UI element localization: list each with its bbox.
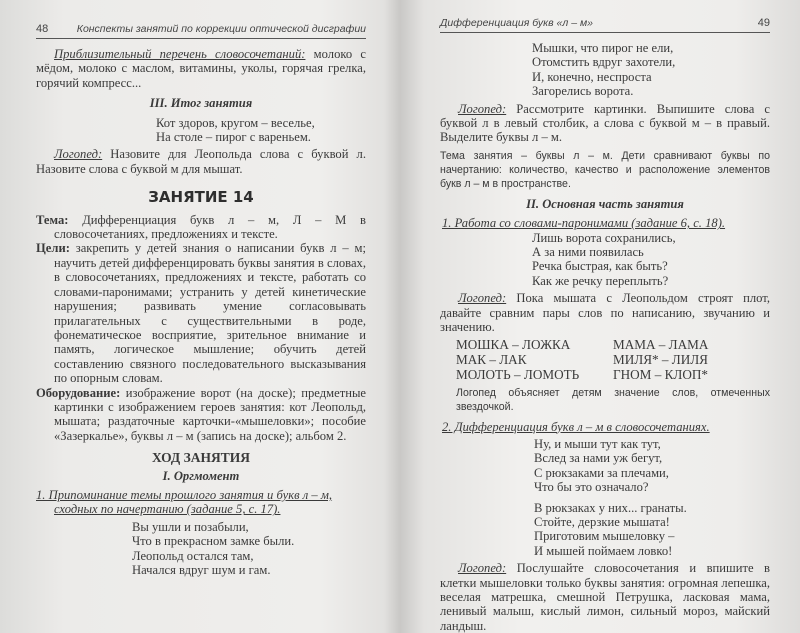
- logoped-paragraph: Логопед: Послушайте словосочетания и впишите в клетки мышеловки только буквы занятия: огромная лепешка, веселая матрешка, смешной Петрушка, ласковая мама, ленивый малыш, кислый лимон, сильный мороз, майский ландыш.: [440, 561, 770, 633]
- word-pair: МОШКА – ЛОЖКА: [456, 336, 571, 352]
- poem: Лишь ворота сохранились, А за ними появилась Речка быстрая, как быть? Как же речку переплыть?: [532, 230, 676, 288]
- equipment-paragraph: Оборудование: изображение ворот (на доске); предметные картинки с изображением героев занятия: кот Леопольд, мышата; раздаточные карточки-«мышеловки»; пособие «Зазеркалье», буквы л – м (запись на доске); альбом 2.: [36, 385, 366, 443]
- poem: В рюкзаках у них... гранаты. Стойте, дерзкие мышата! Приготовим мышеловку – И мышей поймаем ловко!: [534, 500, 687, 558]
- running-header: Дифференциация букв «л – м»: [440, 17, 593, 29]
- page-number: 48: [36, 23, 49, 35]
- theme-paragraph: Тема: Дифференциация букв л – м, Л – М в словосочетаниях, предложениях и тексте.: [36, 212, 366, 242]
- lesson-title: ЗАНЯТИЕ 14: [148, 188, 254, 207]
- word-pair: МИЛЯ* – ЛИЛЯ: [613, 351, 708, 367]
- task-heading: 1. Работа со словами-паронимами (задание 6, с. 18).: [442, 216, 726, 231]
- task-heading: 1. Припоминание темы прошлого занятия и букв л – м, сходных по начертанию (задание 5, с. 17).: [36, 487, 333, 517]
- note: Тема занятия – буквы л – м. Дети сравнивают буквы по начертанию: количество, качество и расположение элементов букв л – м в пространстве.: [440, 149, 770, 190]
- intro-paragraph: Приблизительный перечень словосочетаний: молоко с мёдом, молоко с маслом, витамины, уколы, горячая грелка, горячий компресс...: [36, 47, 366, 90]
- poem: Вы ушли и позабыли, Что в прекрасном замке были. Леопольд остался там, Начался вдруг шум и гам.: [132, 519, 295, 577]
- intro-label: Приблизительный перечень словосочетаний:: [54, 47, 306, 61]
- poem: Кот здоров, кругом – веселье, На столе – пирог с вареньем.: [156, 115, 315, 145]
- word-pair: МАМА – ЛАМА: [613, 336, 709, 352]
- section-title: I. Оргмомент: [162, 468, 240, 483]
- logoped-paragraph: Логопед: Пока мышата с Леопольдом строят плот, давайте сравним пары слов по написанию, звучанию и значению.: [440, 291, 770, 335]
- word-pair: МОЛОТЬ – ЛОМОТЬ: [456, 366, 580, 382]
- page-body: [36, 47, 366, 580]
- word-pair: ГНОМ – КЛОП*: [613, 366, 708, 382]
- logoped-paragraph: Логопед: Назовите для Леопольда слова с буквой л. Назовите слова с буквой м для мышат.: [36, 147, 366, 176]
- page-header: [36, 20, 366, 39]
- page-body: [440, 38, 770, 633]
- page-number: 49: [757, 17, 770, 29]
- poem: Мышки, что пирог не ели, Отомстить вдруг захотели, И, конечно, неспроста Загорелись ворота.: [532, 41, 676, 99]
- course-title: ХОД ЗАНЯТИЯ: [152, 450, 250, 466]
- section-title: III. Итог занятия: [149, 96, 253, 111]
- section-title: II. Основная часть занятия: [526, 196, 684, 211]
- note: Логопед объясняет детям значение слов, отмеченных звездочкой.: [456, 386, 770, 413]
- task-heading: 2. Дифференциация букв л – м в словосочетаниях.: [442, 419, 710, 434]
- logoped-paragraph: Логопед: Рассмотрите картинки. Выпишите слова с буквой л в левый столбик, а слова с буквой м – в правый. Выделите буквы л – м.: [440, 101, 770, 145]
- poem: Ну, и мыши тут как тут, Вслед за нами уж бегут, С рюкзаками за плечами, Что бы это означало?: [534, 436, 669, 495]
- page-header: [440, 14, 770, 33]
- goals-paragraph: Цели: закрепить у детей знания о написании букв л – м; научить детей дифференцировать буквы занятия в словах, в словосочетаниях, предложениях и тексте, работать со словами-паронимами; устранить у детей кинетические нарушения; развивать умение согласовывать прилагательных с существительными в роде, фонематическое восприятие, зрительное внимание и память, логическое мышление; обучить детей составлению связного последовательного высказывания по опорным словам.: [36, 241, 366, 386]
- word-pairs: [440, 337, 770, 382]
- word-pair: МАК – ЛАК: [456, 351, 527, 367]
- running-header: Конспекты занятий по коррекции оптической дисграфии: [76, 23, 366, 35]
